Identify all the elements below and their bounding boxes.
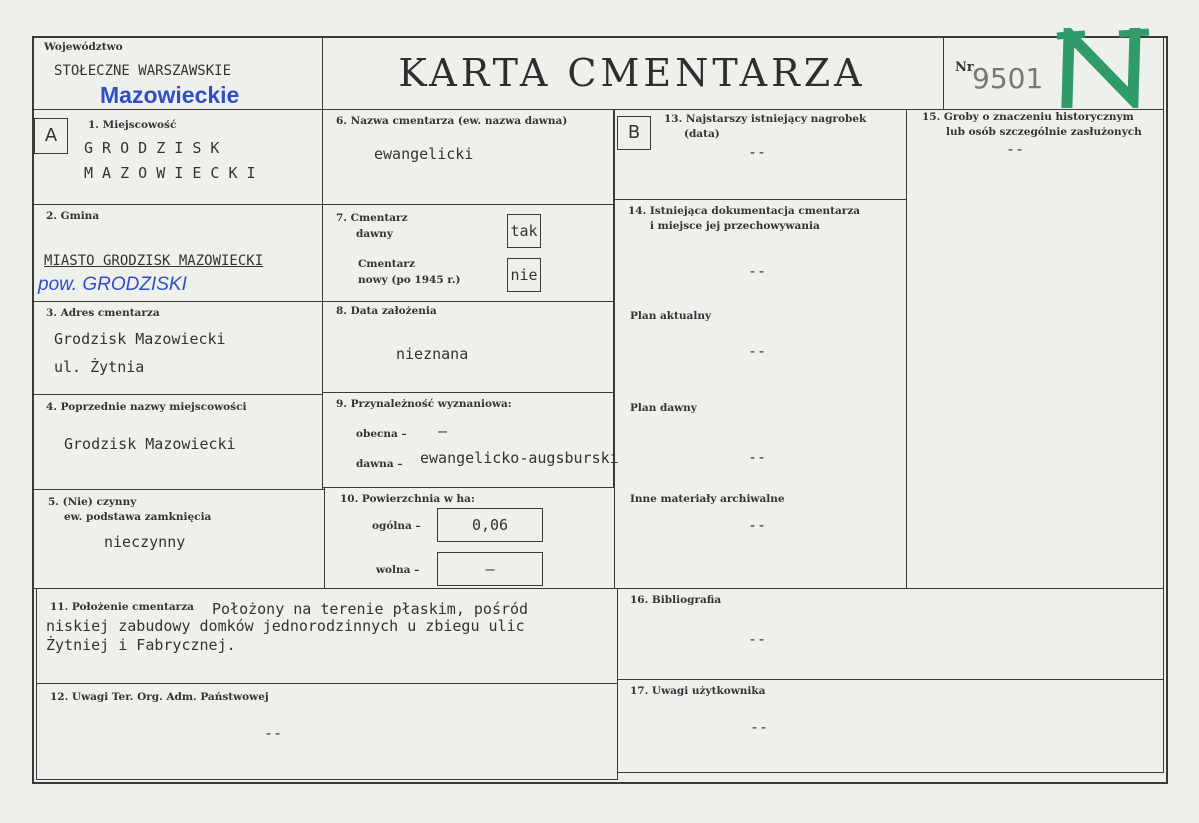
wojewodztwo-value: STOŁECZNE WARSZAWSKIE [54, 63, 232, 79]
field-15-label-line1: 15. Groby o znaczeniu historycznym [922, 111, 1134, 123]
field-13-label-line1: 13. Najstarszy istniejący nagrobek [664, 113, 867, 125]
field-17-value: -- [750, 718, 769, 736]
field-7-nowy-value: nie [507, 258, 541, 292]
field-1-value-line1: G R O D Z I S K [84, 139, 220, 157]
nr-mark-glyph [1055, 28, 1150, 108]
field-11-value-line3: Żytniej i Fabrycznej. [46, 636, 236, 654]
field-7-dawny-label-line1: 7. Cmentarz [336, 212, 408, 224]
plan-aktualny-label: Plan aktualny [630, 310, 712, 322]
field-7-dawny-label-line2: dawny [356, 228, 393, 240]
field-12-value: -- [264, 724, 283, 742]
card-title: KARTA CMENTARZA [398, 51, 866, 95]
field-13-label-line2: (data) [684, 128, 720, 140]
field-6-value: ewangelicki [374, 145, 474, 163]
nr-label: Nr [955, 60, 974, 75]
field-8-value: nieznana [396, 345, 469, 363]
wojewodztwo-stamp: Mazowieckie [100, 82, 240, 108]
field-5-label-line1: 5. (Nie) czynny [48, 496, 137, 508]
inne-materialy-value: -- [748, 516, 767, 534]
field-10-wolna-value: – [437, 552, 543, 586]
field-11-value-line2: niskiej zabudowy domków jednorodzinnych u zbiegu ulic [46, 617, 525, 635]
field-2-value: MIASTO GRODZISK MAZOWIECKI [44, 253, 264, 269]
field-7-dawny-value: tak [507, 214, 541, 248]
nr-mark [1055, 28, 1150, 108]
field-10-ogolna-value: 0,06 [437, 508, 543, 542]
plan-aktualny-value: -- [748, 342, 767, 360]
field-14-value: -- [748, 262, 767, 280]
field-14-label-line2: i miejsce jej przechowywania [650, 220, 820, 232]
field-9-obecna-value: – [438, 422, 448, 440]
field-7-nowy-label-line1: Cmentarz [358, 258, 415, 270]
field-1-label: 1. Miejscowość [88, 119, 177, 131]
field-5-value: nieczynny [104, 533, 186, 551]
field-4-value: Grodzisk Mazowiecki [64, 435, 236, 453]
field-14-label-line1: 14. Istniejąca dokumentacja cmentarza [628, 205, 861, 217]
field-15-cell [906, 109, 1164, 589]
field-3-label: 3. Adres cmentarza [46, 307, 160, 319]
field-4-label: 4. Poprzednie nazwy miejscowości [46, 401, 247, 413]
field-2-handwritten: pow. GRODZISKI [38, 274, 187, 295]
field-15-value: -- [1006, 140, 1025, 158]
plan-dawny-label: Plan dawny [630, 402, 697, 414]
field-16-value: -- [748, 630, 767, 648]
field-8-label: 8. Data założenia [336, 305, 437, 317]
field-3-value-line2: ul. Żytnia [54, 358, 145, 376]
plan-dawny-value: -- [748, 448, 767, 466]
inne-materialy-label: Inne materiały archiwalne [630, 493, 785, 505]
field-10-ogolna-label: ogólna – [372, 520, 421, 532]
wojewodztwo-label: Województwo [44, 41, 123, 53]
field-2-label: 2. Gmina [46, 210, 100, 222]
field-1-value-line2: M A Z O W I E C K I [84, 164, 256, 182]
section-a-box: A [34, 118, 68, 154]
field-10-wolna-label: wolna – [376, 564, 420, 576]
field-10-label: 10. Powierzchnia w ha: [340, 493, 475, 505]
field-17-label: 17. Uwagi użytkownika [630, 685, 766, 697]
field-9-label: 9. Przynależność wyznaniowa: [336, 398, 512, 410]
nr-value: 9501 [972, 62, 1044, 95]
field-16-label: 16. Bibliografia [630, 594, 722, 606]
field-13-value: -- [748, 143, 767, 161]
field-11-value-line1: Położony na terenie płaskim, pośród [212, 600, 529, 618]
field-5-label-line2: ew. podstawa zamknięcia [64, 511, 212, 523]
field-9-dawna-value: ewangelicko-augsburski [420, 449, 619, 467]
field-3-value-line1: Grodzisk Mazowiecki [54, 330, 226, 348]
field-15-label-line2: lub osób szczególnie zasłużonych [946, 126, 1142, 138]
field-6-label: 6. Nazwa cmentarza (ew. nazwa dawna) [336, 115, 568, 127]
field-9-obecna-label: obecna – [356, 428, 407, 440]
field-7-nowy-label-line2: nowy (po 1945 r.) [358, 274, 461, 286]
section-b-box: B [617, 116, 651, 150]
field-11-label: 11. Położenie cmentarza [50, 601, 194, 613]
field-9-dawna-label: dawna – [356, 458, 403, 470]
field-12-label: 12. Uwagi Ter. Org. Adm. Państwowej [50, 691, 269, 703]
